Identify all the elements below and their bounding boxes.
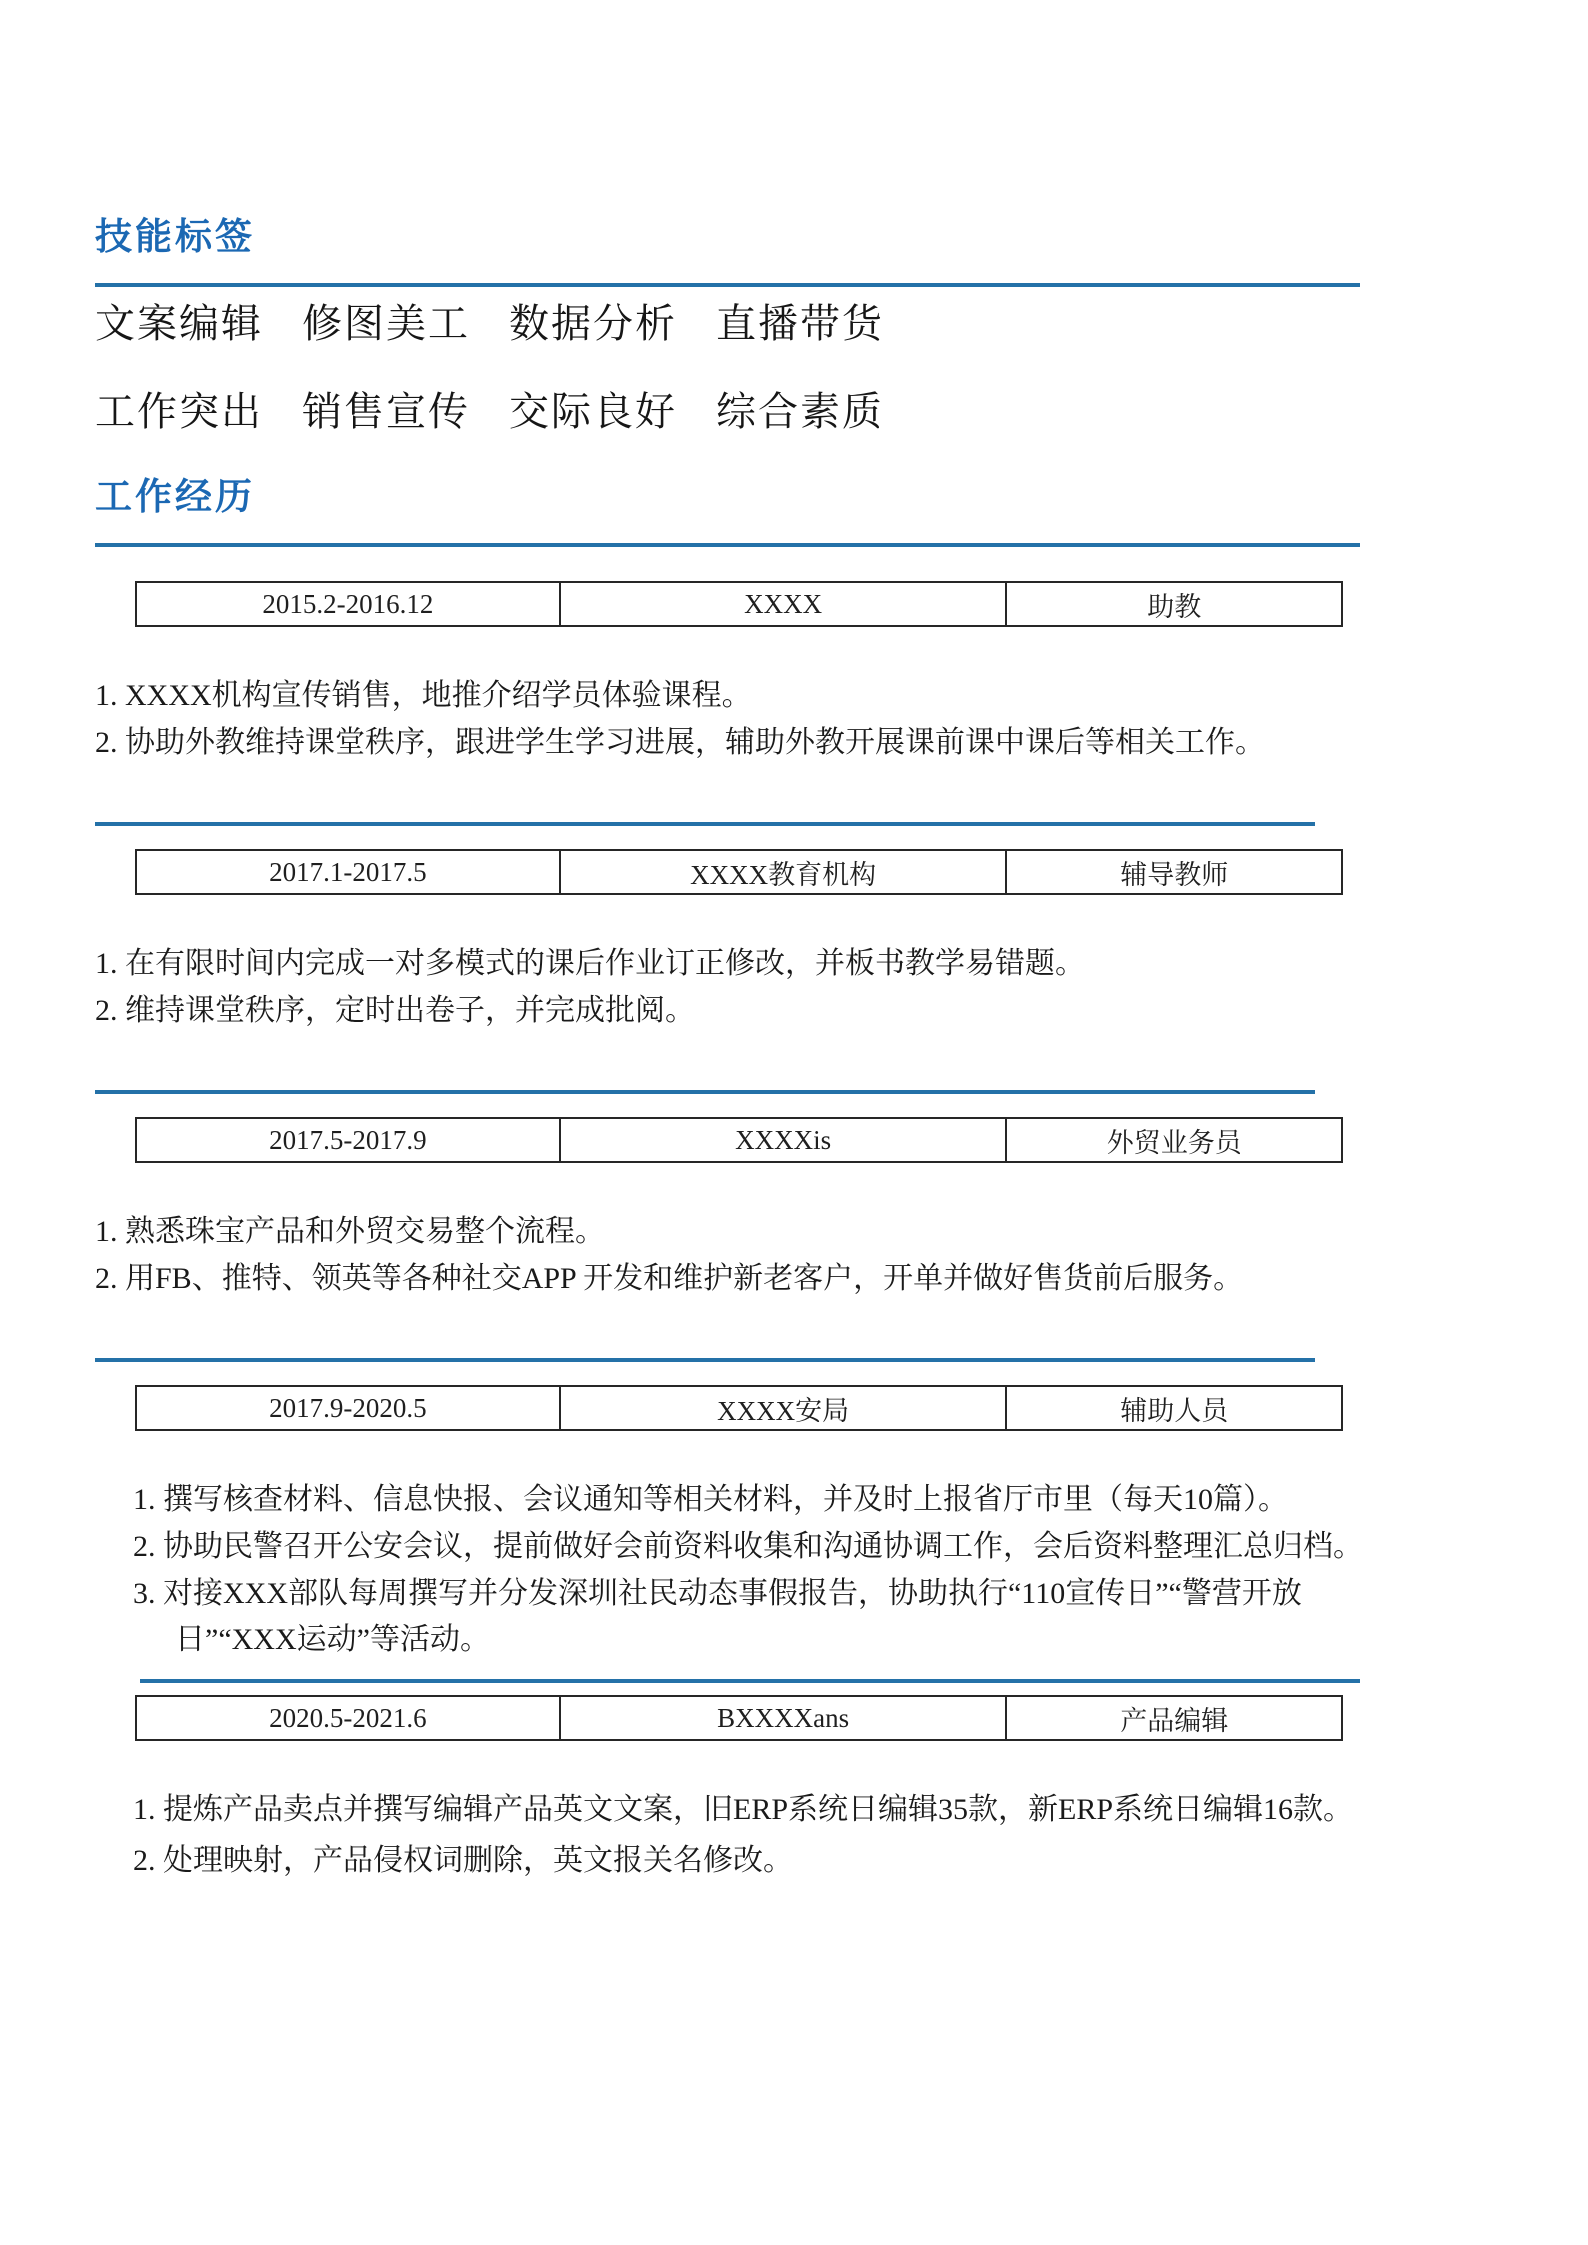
experience-entry [95, 1679, 1360, 1884]
experience-title-underline [95, 543, 1360, 547]
bullet-item: 2. 用FB、推特、领英等各种社交APP 开发和维护新老客户，开单并做好售货前后服务。 [95, 1262, 1244, 1295]
skill-tag: 工作突出 [95, 389, 263, 434]
bullet-list [95, 673, 1360, 766]
bullet-item: 1. 提炼产品卖点并撰写编辑产品英文文案，旧ERP系统日编辑35款，新ERP系统日编辑16款。 [133, 1793, 1354, 1826]
bullet-list [133, 1477, 1368, 1663]
skill-tag: 文案编辑 [95, 301, 263, 346]
experience-table [135, 1385, 1343, 1431]
table-cell-role: 助教 [1147, 591, 1202, 622]
bullet-item: 2. 处理映射，产品侵权词删除，英文报关名修改。 [133, 1844, 793, 1877]
skill-tag: 修图美工 [302, 301, 470, 346]
bullet-list [95, 941, 1360, 1034]
skill-tag: 直播带货 [716, 301, 884, 346]
experience-section [95, 476, 1363, 1884]
skills-section [95, 217, 1360, 437]
experience-entry [95, 581, 1360, 766]
table-cell-period: 2017.9-2020.5 [137, 1387, 561, 1429]
experience-table [135, 1695, 1343, 1741]
table-cell-company: XXXX教育机构 [561, 851, 1008, 893]
experience-entry [95, 1358, 1363, 1663]
bullet-item: 1. XXXX机构宣传销售，地推介绍学员体验课程。 [95, 679, 752, 712]
bullet-item: 1. 撰写核查材料、信息快报、会议通知等相关材料，并及时上报省厅市里（每天10篇）。 [133, 1483, 1288, 1516]
skills-row [95, 299, 1360, 349]
skills-title-underline [95, 283, 1360, 287]
table-cell-role: 外贸业务员 [1106, 1127, 1242, 1158]
table-cell-role: 辅导教师 [1120, 859, 1229, 890]
table-cell-company: BXXXXans [561, 1697, 1008, 1739]
experience-entry [95, 1090, 1360, 1302]
table-cell-period: 2015.2-2016.12 [137, 583, 561, 625]
bullet-item: 3. 对接XXX部队每周撰写并分发深圳社民动态事假报告，协助执行“110宣传日”“警营开放日”“XXX运动”等活动。 [133, 1577, 1302, 1656]
entry-divider [95, 1358, 1315, 1362]
table-cell-company: XXXXis [561, 1119, 1008, 1161]
table-cell-period: 2017.5-2017.9 [137, 1119, 561, 1161]
skills-row [95, 387, 1360, 437]
resume-content [95, 216, 1363, 1884]
experience-section-title: 工作经历 [95, 476, 255, 517]
bullet-list [95, 1209, 1360, 1302]
skill-tag: 综合素质 [716, 389, 884, 434]
bullet-list [133, 1787, 1368, 1884]
skill-tag: 数据分析 [509, 301, 677, 346]
bullet-item: 1. 熟悉珠宝产品和外贸交易整个流程。 [95, 1215, 605, 1248]
bullet-item: 2. 协助外教维持课堂秩序，跟进学生学习进展，辅助外教开展课前课中课后等相关工作。 [95, 726, 1265, 759]
bullet-item: 2. 维持课堂秩序，定时出卷子，并完成批阅。 [95, 994, 695, 1027]
experience-table [135, 581, 1343, 627]
skill-tag: 交际良好 [509, 389, 677, 434]
entry-divider [140, 1679, 1360, 1683]
skills-section-title: 技能标签 [95, 216, 255, 257]
table-cell-period: 2017.1-2017.5 [137, 851, 561, 893]
entry-divider [95, 1090, 1315, 1094]
skill-tag: 销售宣传 [302, 389, 470, 434]
experience-table [135, 849, 1343, 895]
table-cell-company: XXXX [561, 583, 1008, 625]
table-cell-period: 2020.5-2021.6 [137, 1697, 561, 1739]
table-cell-role: 辅助人员 [1120, 1395, 1229, 1426]
table-cell-role: 产品编辑 [1120, 1705, 1229, 1736]
bullet-item: 2. 协助民警召开公安会议，提前做好会前资料收集和沟通协调工作，会后资料整理汇总归档。 [133, 1530, 1363, 1563]
experience-entry [95, 822, 1360, 1034]
bullet-item: 1. 在有限时间内完成一对多模式的课后作业订正修改，并板书教学易错题。 [95, 947, 1085, 980]
table-cell-company: XXXX安局 [561, 1387, 1008, 1429]
experience-table [135, 1117, 1343, 1163]
entry-divider [95, 822, 1315, 826]
